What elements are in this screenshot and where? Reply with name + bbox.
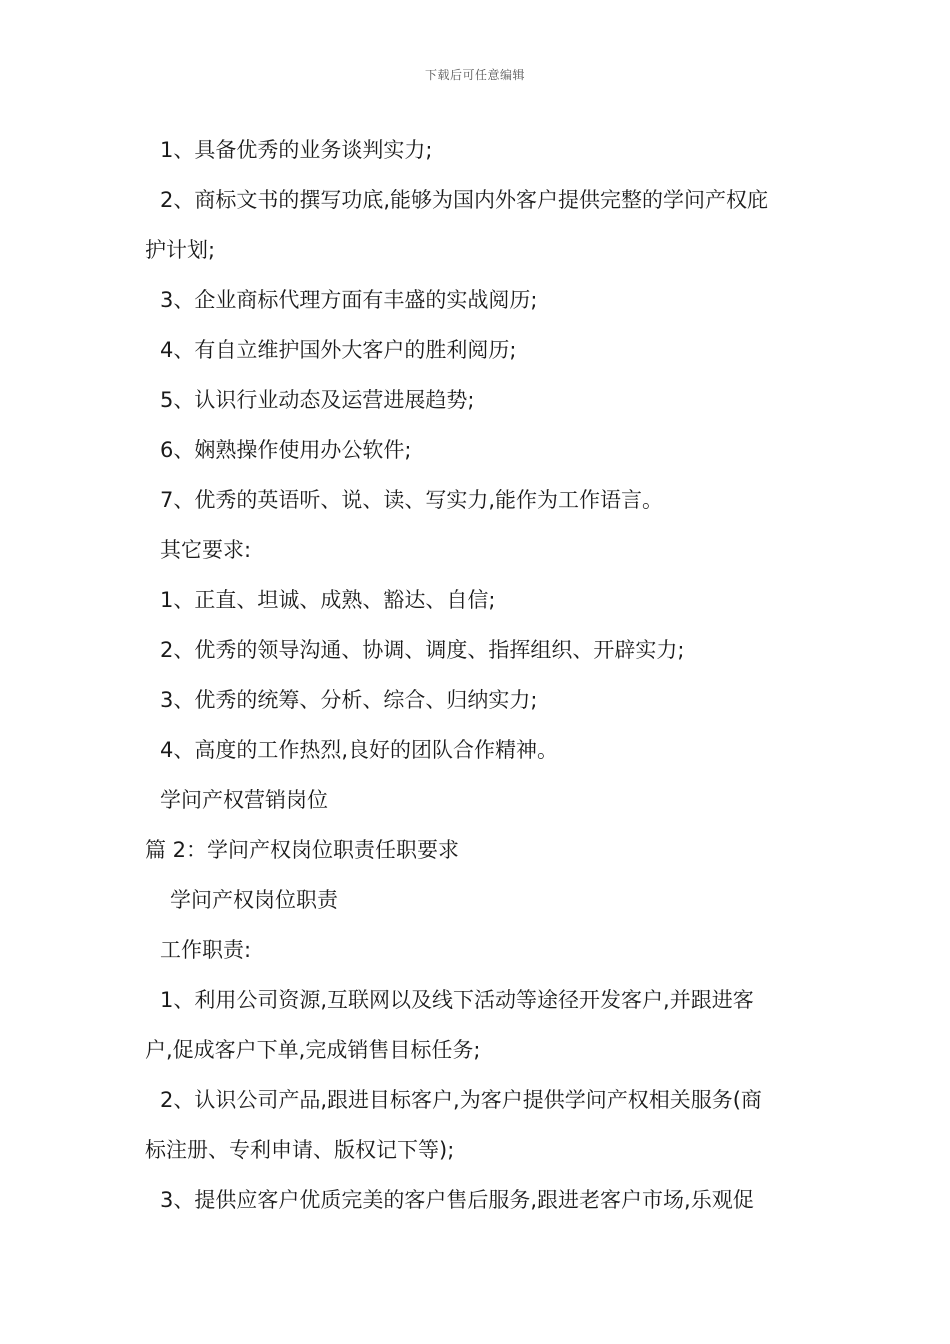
document-body (145, 125, 815, 1225)
paragraph-line: 2、商标文书的撰写功底,能够为国内外客户提供完整的学问产权庇 (160, 188, 769, 212)
header-note: 下载后可任意编辑 (424, 68, 525, 82)
paragraph-line: 4、有自立维护国外大客户的胜利阅历; (160, 338, 517, 362)
paragraph-line: 户,促成客户下单,完成销售目标任务; (145, 1038, 481, 1062)
paragraph-line: 4、高度的工作热烈,良好的团队合作精神。 (160, 738, 559, 762)
paragraph-line: 3、提供应客户优质完美的客户售后服务,跟进老客户市场,乐观促 (160, 1188, 754, 1212)
paragraph-line: 6、娴熟操作使用办公软件; (160, 438, 412, 462)
paragraph-line: 护计划; (145, 238, 216, 262)
paragraph-line: 3、优秀的统筹、分析、综合、归纳实力; (160, 688, 538, 712)
chapter-heading: 篇 2：学问产权岗位职责任职要求 (145, 838, 460, 862)
paragraph-line: 3、企业商标代理方面有丰盛的实战阅历; (160, 288, 538, 312)
paragraph-line: 2、认识公司产品,跟进目标客户,为客户提供学问产权相关服务(商 (160, 1088, 762, 1112)
paragraph-line: 1、具备优秀的业务谈判实力; (160, 138, 433, 162)
section-label: 工作职责: (160, 938, 252, 962)
paragraph-line: 2、优秀的领导沟通、协调、调度、指挥组织、开辟实力; (160, 638, 685, 662)
section-label: 其它要求: (160, 538, 252, 562)
section-heading: 学问产权岗位职责 (170, 888, 338, 912)
paragraph-line: 1、正直、坦诚、成熟、豁达、自信; (160, 588, 496, 612)
paragraph-line: 标注册、专利申请、版权记下等); (145, 1138, 455, 1162)
paragraph-line: 7、优秀的英语听、说、读、写实力,能作为工作语言。 (160, 488, 664, 512)
section-label: 学问产权营销岗位 (160, 788, 328, 812)
paragraph-line: 1、利用公司资源,互联网以及线下活动等途径开发客户,并跟进客 (160, 988, 754, 1012)
paragraph-line: 5、认识行业动态及运营进展趋势; (160, 388, 475, 412)
